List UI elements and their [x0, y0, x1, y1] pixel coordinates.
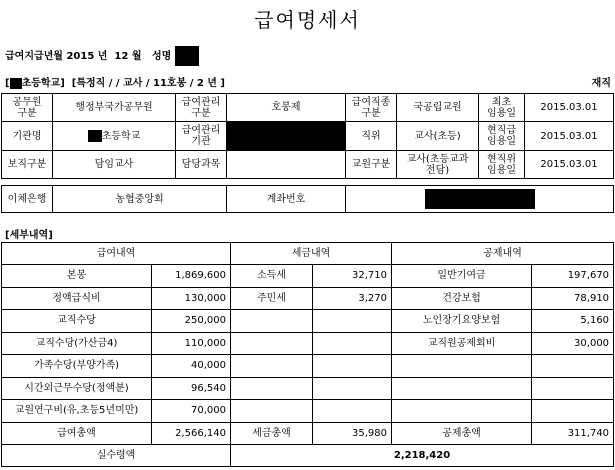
info-cell: 급여직종 구분 [346, 94, 397, 122]
details-item-label: 정액급식비 [2, 287, 152, 310]
details-item-label [392, 377, 532, 400]
pay-year: 2015 [66, 51, 95, 62]
details-body [2, 265, 614, 445]
net-pay-value: 2,218,420 [231, 445, 614, 467]
pay-period-line [5, 46, 199, 66]
details-item-amount: 70,000 [152, 400, 231, 423]
details-item-label: 공제총액 [392, 422, 532, 445]
details-item-amount: 5,160 [532, 310, 614, 333]
details-row [2, 422, 614, 445]
details-item-amount: 78,910 [532, 287, 614, 310]
pay-year-unit: 년 [97, 51, 108, 62]
details-item-amount [313, 332, 392, 355]
details-item-label: 세금총액 [231, 422, 313, 445]
account-value [346, 186, 614, 213]
details-item-label: 소득세 [231, 265, 313, 288]
details-item-label: 노인장기요양보험 [392, 310, 532, 333]
details-item-label [231, 355, 313, 378]
info-cell: 현직급 임용일 [479, 122, 525, 151]
details-item-amount: 3,270 [313, 287, 392, 310]
details-item-label: 시간외근무수당(정액분) [2, 377, 152, 400]
employment-status: 재직 [591, 78, 611, 89]
info-cell: 담당과목 [176, 151, 227, 179]
info-cell: 2015.03.01 [525, 122, 614, 151]
details-item-amount [532, 377, 614, 400]
details-item-label: 교직수당 [2, 310, 152, 333]
details-item-amount: 1,869,600 [152, 265, 231, 288]
pay-month-unit: 월 [131, 51, 142, 62]
info-cell: 호봉제 [227, 94, 346, 122]
details-item-label [231, 310, 313, 333]
bank-label: 이체은행 [2, 186, 53, 213]
details-item-label [392, 400, 532, 423]
info-cell: 보직구분 [2, 151, 53, 179]
details-item-amount [313, 310, 392, 333]
details-item-label [231, 332, 313, 355]
details-header: 공제내역 [392, 243, 614, 265]
details-item-amount [313, 400, 392, 423]
info-cell: 현직위 임용일 [479, 151, 525, 179]
info-cell: 교사(초등교과 전담) [397, 151, 479, 179]
details-item-label: 가족수당(부양가족) [2, 355, 152, 378]
info-cell: 공무원 구분 [2, 94, 53, 122]
position-info: [특정직 / / 교사 / 11호봉 / 2 년 ] [71, 78, 226, 89]
info-cell: 기관명 [2, 122, 53, 151]
details-item-amount: 2,566,140 [152, 422, 231, 445]
info-cell: 직위 [346, 122, 397, 151]
redacted-account [425, 189, 535, 209]
details-item-amount: 110,000 [152, 332, 231, 355]
details-item-label [392, 355, 532, 378]
info-cell: 급여관리 구분 [176, 94, 227, 122]
details-row [2, 287, 614, 310]
info-table [1, 93, 614, 179]
details-item-amount: 96,540 [152, 377, 231, 400]
details-item-label: 주민세 [231, 287, 313, 310]
bank-value: 농협중앙회 [53, 186, 227, 213]
details-item-amount [532, 355, 614, 378]
info-cell: 급여관리 기관 [176, 122, 227, 151]
details-item-label [231, 377, 313, 400]
details-row [2, 355, 614, 378]
info-cell: 최초 임용일 [479, 94, 525, 122]
net-pay-label: 실수령액 [2, 445, 231, 467]
details-item-amount [313, 355, 392, 378]
details-item-label: 본봉 [2, 265, 152, 288]
details-item-amount [313, 377, 392, 400]
details-row [2, 310, 614, 333]
info-cell: 국공립교원 [397, 94, 479, 122]
details-header: 세금내역 [231, 243, 392, 265]
info-cell: 교사(초등) [397, 122, 479, 151]
details-item-label: 교직수당(가산금4) [2, 332, 152, 355]
redacted-school [10, 78, 22, 89]
info-cell: 교원구분 [346, 151, 397, 179]
details-item-label: 교직원공제회비 [392, 332, 532, 355]
info-cell: 행정부국가공무원 [53, 94, 176, 122]
bank-table [1, 185, 614, 213]
details-item-label: 일반기여금 [392, 265, 532, 288]
details-header: 급여내역 [2, 243, 231, 265]
details-item-amount: 130,000 [152, 287, 231, 310]
agency-name: 초등학교 [101, 131, 141, 142]
name-label: 성명 [151, 51, 172, 62]
pay-month: 12 [114, 51, 129, 62]
details-row [2, 377, 614, 400]
info-cell: 2015.03.01 [525, 94, 614, 122]
account-label: 계좌번호 [227, 186, 346, 213]
info-cell: 담임교사 [53, 151, 176, 179]
details-table [1, 242, 614, 467]
details-item-amount: 32,710 [313, 265, 392, 288]
details-item-label: 건강보험 [392, 287, 532, 310]
info-cell: 2015.03.01 [525, 151, 614, 179]
info-cell-redacted [227, 122, 346, 151]
redacted-pay-agency [227, 122, 345, 150]
position-line: [ 초등학교] [특정직 / / 교사 / 11호봉 / 2 년 ] [5, 78, 226, 89]
details-item-amount: 35,980 [313, 422, 392, 445]
details-item-amount [532, 400, 614, 423]
details-item-amount: 30,000 [532, 332, 614, 355]
details-item-amount: 311,740 [532, 422, 614, 445]
details-item-label [231, 400, 313, 423]
school-suffix: 초등학교] [21, 78, 65, 89]
details-item-label: 교원연구비(유,초등5년미만) [2, 400, 152, 423]
details-item-amount: 197,670 [532, 265, 614, 288]
details-row [2, 265, 614, 288]
details-section-title: [세부내역] [5, 230, 53, 241]
redacted-agency [88, 130, 102, 142]
info-cell-agency [53, 122, 176, 151]
redacted-name [175, 46, 199, 66]
document-title: 급여명세서 [254, 8, 361, 32]
details-item-amount: 40,000 [152, 355, 231, 378]
pay-year-month-label: 급여지급년월 [5, 51, 63, 62]
details-item-label: 급여총액 [2, 422, 152, 445]
details-item-amount: 250,000 [152, 310, 231, 333]
details-row [2, 400, 614, 423]
details-row [2, 332, 614, 355]
info-cell [227, 151, 346, 179]
